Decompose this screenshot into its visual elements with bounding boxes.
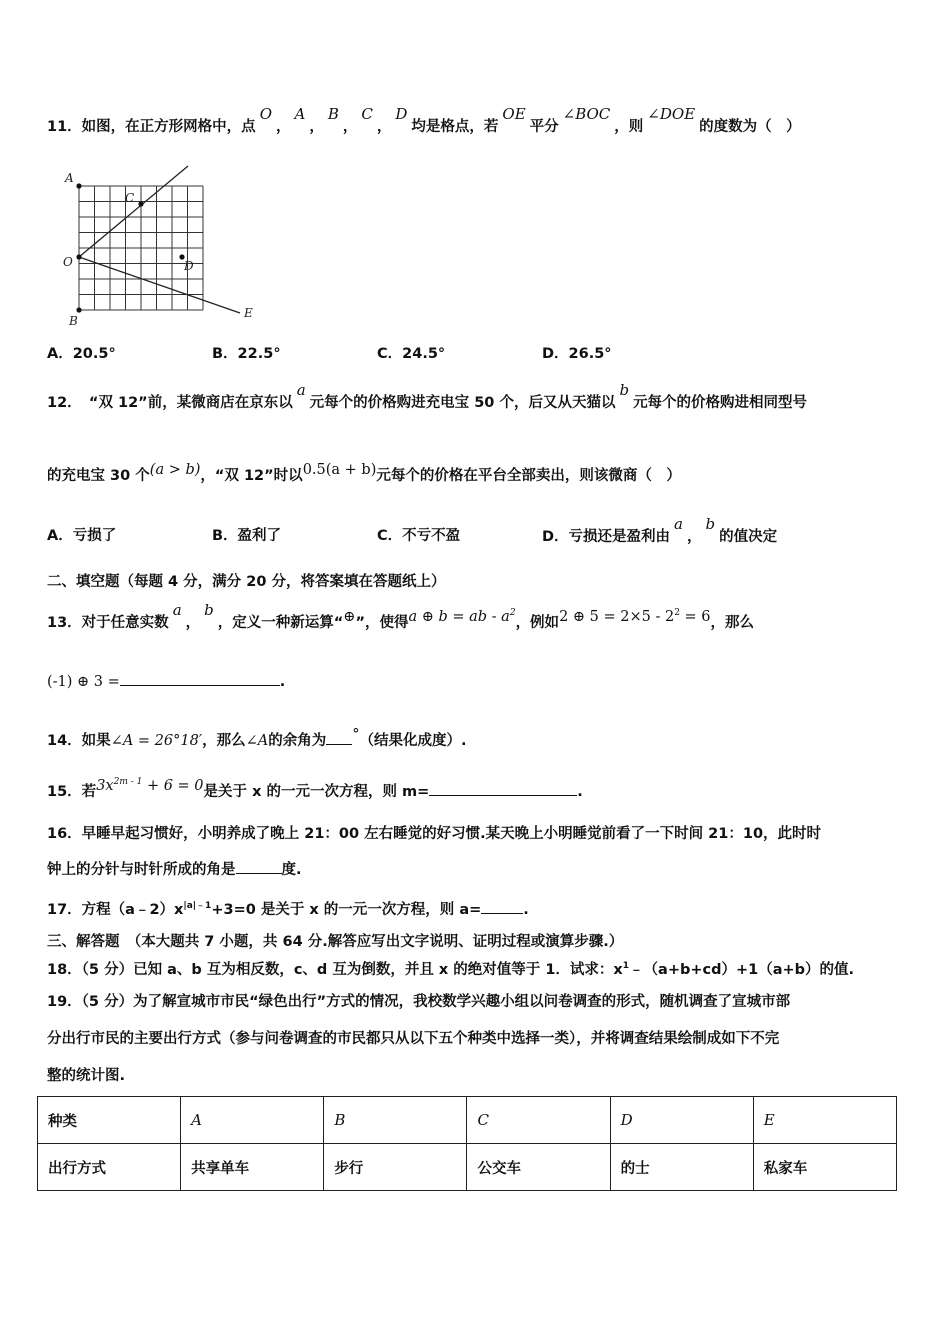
label-e: E	[244, 306, 253, 320]
table-row	[38, 1144, 897, 1191]
q16-answer-blank[interactable]	[236, 873, 282, 874]
label-c: C	[125, 191, 135, 205]
label-d: D	[184, 259, 194, 273]
point-c	[138, 201, 143, 206]
label-a: A	[65, 171, 74, 185]
table-cell: C	[467, 1097, 610, 1144]
section-2-heading: 二、填空题（每题 4 分，满分 20 分，将答案填在答题纸上）	[47, 574, 446, 590]
table-cell: D	[610, 1097, 753, 1144]
table-cell: 公交车	[467, 1144, 610, 1191]
table-cell: E	[753, 1097, 896, 1144]
q12-line1: 12． “双 12”前，某微商店在京东以a元每个的价格购进充电宝 50 个，后又从天猫以b元每个的价格购进相同型号	[47, 381, 808, 411]
ray-oe	[79, 257, 240, 313]
table-cell: 私家车	[753, 1144, 896, 1191]
q15-answer-blank[interactable]	[429, 795, 577, 796]
q17: 17．方程$(a﹣2)x^{|a|﹣1}+3=0$ 是关于 x 的一元一次方程，则 a= .	[47, 901, 529, 918]
q16-line1: 16．早睡早起习惯好，小明养成了晚上 21：00 左右睡觉的好习惯.某天晚上小明睡觉前看了一下时间 21：10，此时时	[47, 826, 822, 842]
q12-option-a: A．亏损了	[47, 528, 117, 544]
point-o	[76, 254, 81, 259]
label-o: O	[63, 255, 73, 269]
q14: 14．如果∠A = 26°18′，那么∠A的余角为 °（结果化成度）.	[47, 727, 467, 749]
table-cell: A	[181, 1097, 324, 1144]
q12-line2: 的充电宝 30 个(a > b)，“双 12”时以0.5(a + b)元每个的价格在平台全部卖出，则该微商（ ）	[47, 462, 681, 484]
q12-option-b: B．盈利了	[212, 528, 282, 544]
q16-line2: 钟上的分针与时针所成的角是 度.	[47, 862, 302, 878]
q14-answer-blank[interactable]	[326, 744, 352, 745]
table-cell: 的士	[610, 1144, 753, 1191]
table-cell: 出行方式	[38, 1144, 181, 1191]
q19-line1: 19．（5 分）为了解宣城市市民“绿色出行”方式的情况，我校数学兴趣小组以问卷调查的形式，随机调查了宣城市部	[47, 994, 791, 1010]
point-a	[76, 183, 81, 188]
q11-option-d: D．26.5°	[542, 346, 612, 362]
q11-grid-figure	[58, 160, 268, 332]
table-cell: 共享单车	[181, 1144, 324, 1191]
point-b	[76, 307, 81, 312]
q13-line2: (-1) ⊕ 3 = .	[47, 674, 286, 690]
q11-option-c: C．24.5°	[377, 346, 446, 362]
q19-line2: 分出行市民的主要出行方式（参与问卷调查的市民都只从以下五个种类中选择一类），并将调查结果绘制成如下不完	[47, 1031, 780, 1047]
table-cell: B	[324, 1097, 467, 1144]
table-cell: 步行	[324, 1144, 467, 1191]
q13-answer-blank[interactable]	[120, 685, 280, 686]
q13-line1: 13．对于任意实数a，b，定义一种新运算“⊕”，使得a ⊕ b = ab - $a^2$，例如2 ⊕ $5 = 2\times 5 - 2^2 = 6$，那么	[47, 600, 755, 631]
q11-stem: 11．如图，在正方形网格中，点O，A，B，C，D均是格点，若OE平分∠BOC，则∠DOE的度数为（ ）	[47, 105, 801, 135]
table-row	[38, 1097, 897, 1144]
q12-option-d: D．亏损还是盈利由a，b的值决定	[542, 515, 778, 545]
q11-option-b: B．22.5°	[212, 346, 281, 362]
q18: 18．（5 分）已知 a、b 互为相反数，c、d 互为倒数，并且 x 的绝对值等于 1．试求：$x^1﹣(a+b+cd)+1(a+b)$的值.	[47, 961, 855, 978]
q11-option-a: A．20.5°	[47, 346, 116, 362]
q15: 15．若$3x^{2m - 1} + 6 = 0$是关于 x 的一元一次方程，则 m= .	[47, 777, 583, 800]
q17-answer-blank[interactable]	[481, 913, 523, 914]
q19-travel-table	[37, 1096, 897, 1191]
q19-line3: 整的统计图.	[47, 1068, 126, 1084]
table-cell: 种类	[38, 1097, 181, 1144]
section-3-heading: 三、解答题 （本大题共 7 小题，共 64 分.解答应写出文字说明、证明过程或演算步骤.）	[47, 934, 624, 950]
q12-option-c: C．不亏不盈	[377, 528, 461, 544]
label-b: B	[69, 314, 78, 328]
